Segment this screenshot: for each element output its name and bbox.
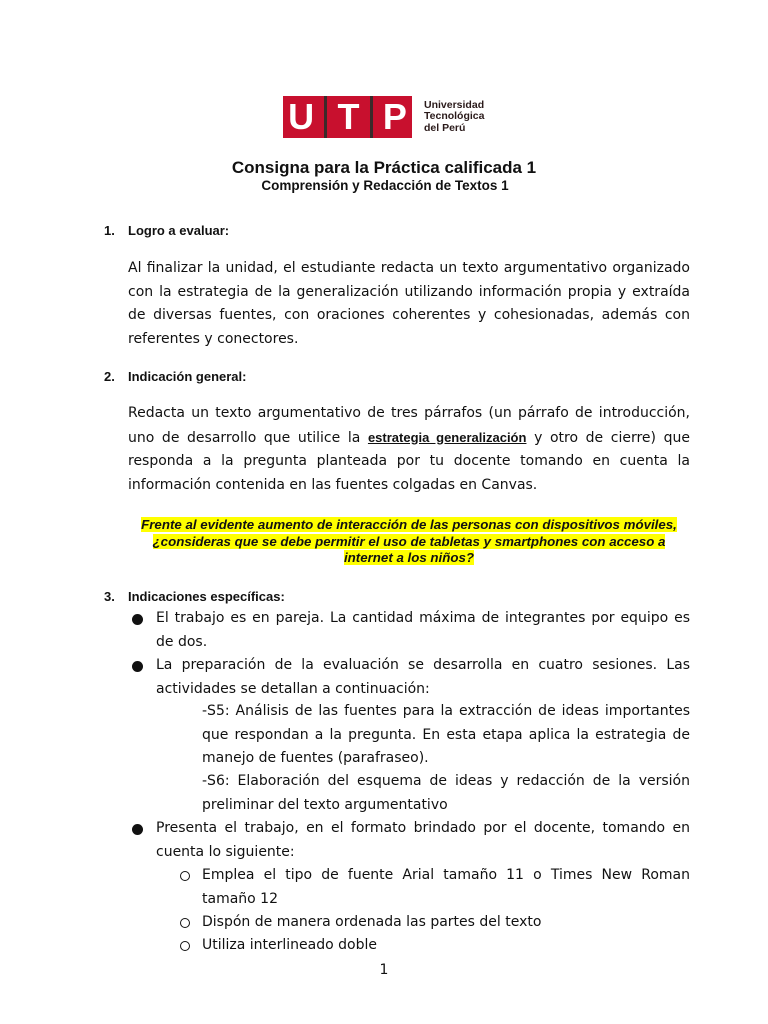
list-item [130,817,690,864]
sub-list-item-text: Utiliza interlineado doble [202,937,377,953]
logo-letter-u: U [288,96,315,137]
sub-list-item [178,934,690,958]
sub-list-item [178,864,690,911]
logro-paragraph: Al finalizar la unidad, el estudiante redacta un texto argumentativo organizado con la estrategia de la generalización utilizando información propia y extraída de diversas fuentes, con oraciones coherentes y cohesionadas, además con referentes y conectores. [128,260,690,347]
section-number: 3. [104,589,115,604]
list-item [130,654,690,701]
logo-separator [324,96,327,138]
circle-bullet-icon [180,871,190,881]
section-number: 2. [104,369,115,384]
bullet-icon [132,614,143,625]
list-item-text: Presenta el trabajo, en el formato brindado por el docente, tomando en cuenta lo siguiente: [156,820,690,860]
logo-letter-p: P [382,96,407,137]
circle-bullet-icon [180,941,190,951]
session-item: -S6: Elaboración del esquema de ideas y redacción de la versión preliminar del texto argumentativo [202,773,690,813]
logo-separator [370,96,373,138]
logo-wordmark [424,100,484,135]
strategy-highlight: estrategia generalización [367,429,527,445]
document-subtitle: Comprensión y Redacción de Textos 1 [261,178,509,193]
sub-list-item-text: Emplea el tipo de fuente Arial tamaño 11 o Times New Roman tamaño 12 [202,867,690,907]
sub-list-item [178,911,690,935]
section-heading-logro [104,223,229,238]
section-title: Indicaciones específicas: [128,589,285,604]
logo-mark [283,96,412,138]
section-heading-indicaciones-especificas [104,589,285,604]
section-number: 1. [104,223,115,238]
logo-letter-t: T [337,96,360,137]
list-item [130,607,690,654]
bullet-icon [132,661,143,672]
logo-line: Tecnológica [424,110,485,123]
page-number: 1 [379,962,389,978]
paragraph-text: Redacta un texto argumentativo de tres párrafos (un párrafo de introducción, uno de desarrollo que utilice la [128,405,690,446]
utp-logo [283,96,484,138]
guiding-question [128,517,690,567]
indicacion-paragraph [128,402,690,497]
question-text: Frente al evidente aumento de interacción de las personas con dispositivos móviles, ¿consideras que se debe permitir el uso de tabletas y smartphones con acceso a internet a los niños? [141,517,677,565]
document-title: Consigna para la Práctica calificada 1 [231,158,537,177]
paragraph-text: y otro de cierre) que responda a la pregunta planteada por tu docente tomando en cuenta la información contenida en las fuentes colgadas en Canvas. [128,429,690,493]
bullet-icon [132,824,143,835]
logo-line: del Perú [424,121,466,134]
sub-list-item-text: Dispón de manera ordenada las partes del texto [202,914,542,930]
circle-bullet-icon [180,918,190,928]
list-item-text: El trabajo es en pareja. La cantidad máxima de integrantes por equipo es de dos. [156,610,690,650]
section-title: Indicación general: [128,369,247,384]
section-title: Logro a evaluar: [128,223,230,238]
logo-line: Universidad [424,98,485,111]
section-heading-indicacion-general [104,369,246,384]
session-item: -S5: Análisis de las fuentes para la extracción de ideas importantes que respondan a la pregunta. En esta etapa aplica la estrategia de manejo de fuentes (parafraseo). [202,703,690,766]
list-item-text: La preparación de la evaluación se desarrolla en cuatro sesiones. Las actividades se detallan a continuación: [156,657,690,697]
